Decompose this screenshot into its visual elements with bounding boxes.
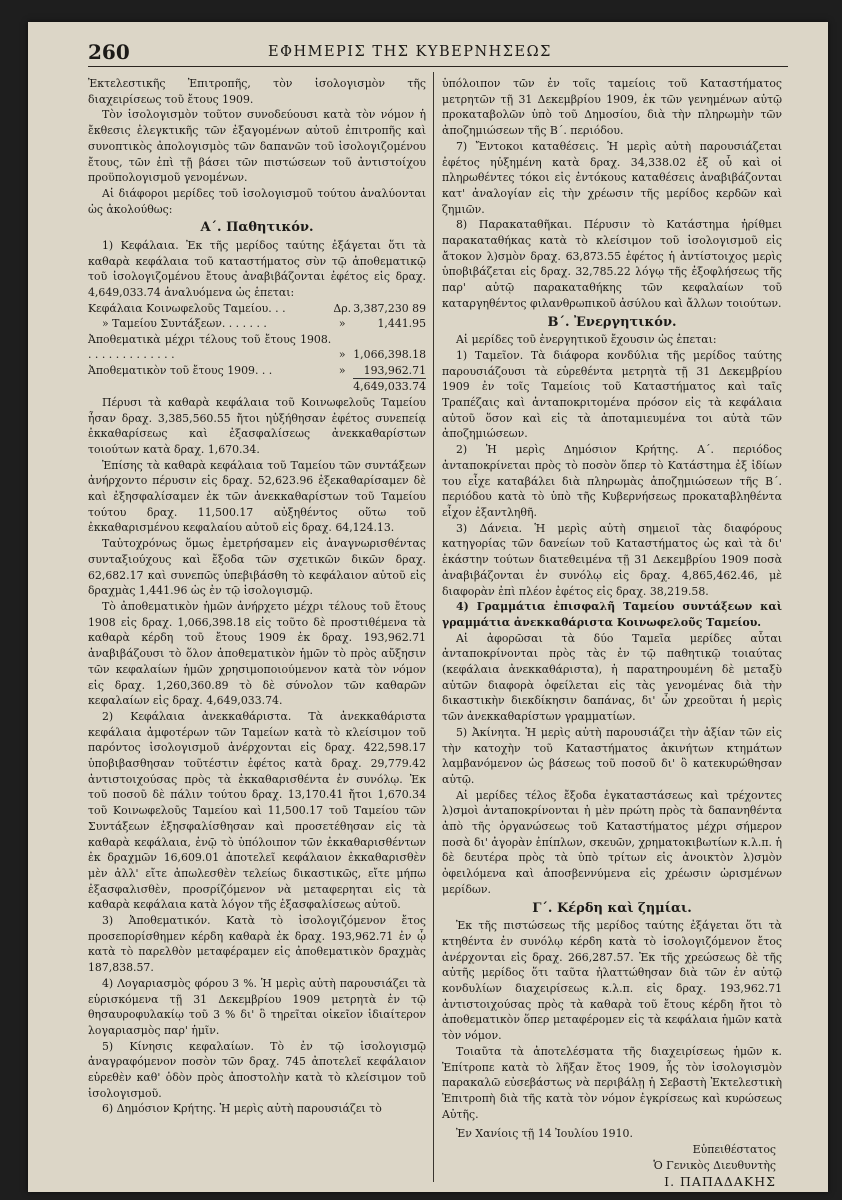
paragraph: 5) Ἀκίνητα. Ἡ μερὶς αὐτὴ παρουσιάζει τὴν ἀξίαν τῶν εἰς τὴν κατοχὴν τοῦ Καταστήματος ἀκινήτων κτημάτων λαμβανόμενον ὡς βάσεως τοῦ ποσοῦ δι' ὃ κατεκυρώθησαν αὐτῷ. (442, 725, 782, 786)
paragraph: Αἱ μερίδες τέλος ἔξοδα ἐγκαταστάσεως καὶ τρέχοντες λ)σμοὶ ἀνταποκρίνονται ἡ μὲν πρώτη πρὸς τὰ δαπανηθέντα ἀπὸ τῆς ὀργανώσεως τοῦ Καταστήματος μέχρι σήμερον ποσὰ δι' ἀγορὰν ἐπίπλων, σκευῶν, χρηματοκιβωτίων κ.λ.π. ἡ δὲ δευτέρα πρὸς τὰ ὑπὸ τρίτων εἰς ἀνοικτὸν λ)σμὸν ὀφειλόμενα καὶ ἀποσβεννύμενα εἰς χρέωσιν ὡρισμένων μερίδων. (442, 788, 782, 896)
paragraph: 3) Ἀποθεματικόν. Κατὰ τὸ ἰσολογιζόμενον ἔτος προσεπορίσθημεν κέρδη καθαρὰ ἐκ δραχ. 193,962.71 ἐν ᾧ κατὰ τὸ παρελθὸν μεταφέραμεν εἰς ἀποθεματικὸν δραχμὰς 187,838.57. (88, 914, 426, 975)
paragraph: 2) Κεφάλαια ἀνεκκαθάριστα. Τὰ ἀνεκκαθάριστα κεφάλαια ἀμφοτέρων τῶν Ταμείων κατὰ τὸ κλείσιμον τοῦ παρόντος ἰσολογισμοῦ ἀνέρχονται εἰς δραχ. 422,598.17 ὑποβιβασθησαν τοῦτέστιν ἐφέτος κατὰ δραχ. 29,779.42 ἀντιστοιχούσας πρὸς τὰ ἐκκαθαρισθέντα ἐν συνόλῳ. Ἐκ τοῦ ποσοῦ δὲ πάλιν τούτου δραχ. 13,170.41 ἤτοι 1,670.34 τοῦ Κοινωφελοῦς Ταμείου καὶ 11,500.17 τοῦ Ταμείου τῶν Συντάξεων ἐξησφαλίσθησαν καὶ προσετέθησαν εἰς τὰ καθαρὰ κεφάλαια, ἐνῷ τὸ ὑπόλοιπον τῶν ἐκκαθαρισθέντων ἐκ δραχμῶν 16,609.01 ἀποτελεῖ κεφάλαιον ἐκκαθαρισθὲν μὲν ἀλλ' εἴτε ἀπωλεσθὲν τελείως δικαστικῶς, εἴτε μήπω ἐξασφαλισθὲν, προσρίζόμενον νὰ μεταφερηται εἰς τὰ καθαρὰ κεφάλαια κατὰ λόγον τῆς ἐξασφαλίσεως αὐτοῦ. (88, 709, 426, 912)
closing: Εὐπειθέστατος (692, 1143, 776, 1157)
paragraph-heading: 4) Γραμμάτια ἐπισφαλῆ Ταμείου συντάξεων καὶ γραμμάτια ἀνεκκαθάριστα Κοινωφελοῦς Ταμείου. (442, 600, 782, 629)
paragraph: Αἱ διάφοροι μερίδες τοῦ ἰσολογισμοῦ τούτου ἀναλύονται ὡς ἀκολούθως: (88, 186, 426, 216)
row-currency: » (338, 348, 346, 362)
capital-breakdown-table (88, 301, 426, 395)
section-heading-assets: Β΄. Ἐνεργητικόν. (547, 314, 677, 330)
signer-title: Ὁ Γενικὸς Διευθυντὴς (653, 1158, 776, 1172)
paragraph: Αἱ ἀφορῶσαι τὰ δύο Ταμεῖα μερίδες αὗται ἀνταποκρίνονται πρὸς τὰς ἐν τῷ παθητικῷ τοιαύτας (κεφάλαια ἀνεκκαθάριστα), ἡ παρατηρουμένη δὲ μεταξὺ αὐτῶν διαφορὰ ὀφείλεται εἰς τὰς γενομένας διὰ τὴν δικαστικὴν διεκδίκησιν δαπάνας, δι' ὧν χρεοῦται ἡ μερὶς τῶν ἀνεκκαθαρίστων γραμματίων. (442, 631, 782, 724)
page-header (88, 40, 788, 67)
table-total-row (88, 379, 426, 395)
paragraph: Πέρυσι τὰ καθαρὰ κεφάλαια τοῦ Κοινωφελοῦς Ταμείου ἦσαν δραχ. 3,385,560.55 ἤτοι ηὐξήθησαν ἐφέτος συνεπείᾳ ἐκκαθαρίσεως καὶ ἐξασφαλίσεως ἀνεκκαθαρίστων τοιούτων κατὰ δραχ. 1,670.34. (88, 395, 426, 456)
row-label: Ἀποθεματικὸν τοῦ ἔτους 1909. . . (88, 364, 273, 378)
row-currency: » (338, 364, 346, 378)
row-currency: Δρ. (333, 301, 352, 315)
date-line: Ἐν Χανίοις τῇ 14 Ἰουλίου 1910. (456, 1127, 633, 1141)
row-amount: 1,441.95 (377, 317, 426, 331)
paragraph: Αἱ μερίδες τοῦ ἐνεργητικοῦ ἔχουσιν ὡς ἑπεται: (456, 333, 717, 347)
paragraph: 1) Ταμεῖον. Τὰ διάφορα κονδύλια τῆς μερίδος ταύτης παρουσιάζουσι τὰ εὑρεθέντα μετρητὰ τῇ 31 Δεκεμβρίου 1909 ἐν τοῖς Ταμείοις τοῦ Καταστήματος καὶ ταῖς Τραπέζαις καὶ ἀνταποκριτομένα πρόσον εἰς τὰ κεφάλαια αὐτοῦ ὅσον καὶ εἰς τὰ ἀποταμιευμένα τοι αὐτὰ τῶν ἀποζημιώσεων. (442, 348, 782, 441)
row-amount: 1,066,398.18 (353, 348, 426, 362)
paragraph: Τοιαῦτα τὰ ἀποτελέσματα τῆς διαχειρίσεως ἡμῶν κ. Ἐπίτροπε κατὰ τὸ λῆξαν ἔτος 1909, ἧς τὸν ἰσολογισμὸν παρακαλῶ εὐσεβάστως νὰ περιβάλῃ ἡ Σεβαστὴ Ἐκτελεστικὴ Ἐπιτροπὴ διὰ τῆς κατὰ τὸν νόμον ἐγκρίσεως καὶ κυρώσεως Αὐτῆς. (442, 1044, 782, 1121)
table-row (88, 301, 426, 317)
left-column (88, 76, 426, 1117)
row-amount: 193,962.71 (363, 363, 426, 377)
row-amount: 3,387,230 89 (353, 301, 426, 315)
paragraph: 1) Κεφάλαια. Ἐκ τῆς μερίδος ταύτης ἐξάγεται ὅτι τὰ καθαρὰ κεφάλαια τοῦ καταστήματος σὺν τῷ ἀποθεματικῷ τοῦ ἰσολογιζομένου ἔτους ἀναβιβάζονται ἐφέτος εἰς δραχ. 4,649,033.74 ἀναλυόμενα ὡς ἑπεται: (88, 239, 426, 300)
paragraph: Ἐκ τῆς πιστώσεως τῆς μερίδος ταύτης ἐξάγεται ὅτι τὰ κτηθέντα ἐν συνόλῳ κέρδη κατὰ τὸ ἰσολογιζόμενον ἔτος ἀνέρχονται εἰς δραχ. 266,287.57. Ἐκ τῆς χρεώσεως δὲ τῆς αὐτῆς μερίδος ὅτι ταῦτα ἠλαττώθησαν διὰ τῶν ἐν αὐτῷ κονδυλίων διαχειρίσεως κ.λ.π. εἰς δραχ. 193,962.71 ἀντιστοιχούσας πρὸς τὰ καθαρὰ τοῦ ἔτους κέρδη ἤτοι τὸ ἀποθεματικὸν ὅπερ μεταφέρομεν εἰς τὰ κεφάλαια ἡμῶν κατὰ τὸν νόμον. (442, 919, 782, 1043)
right-column (442, 76, 782, 1189)
total-amount: 4,649,033.74 (353, 380, 426, 394)
signature-block (442, 1126, 782, 1189)
running-head: ΕΦΗΜΕΡΙΣ ΤΗΣ ΚΥΒΕΡΝΗΣΕΩΣ (268, 44, 552, 60)
newspaper-page (28, 22, 828, 1192)
paragraph: Ἐπίσης τὰ καθαρὰ κεφάλαια τοῦ Ταμείου τῶν συντάξεων ἀνήρχοντο πέρυσιν εἰς δραχ. 52,623.96 ἐξεκαθαρίσαμεν δὲ καὶ ἐξησφαλίσαμεν ἐκ τῶν ἀνεκκαθαρίστων τοῦ Ταμείου τούτου δραχ. 11,500.17 αὐξηθέντος οὕτω τοῦ ἐκκαθαρισμένου κεφαλαίου αὐτοῦ εἰς δραχ. 64,124.13. (88, 458, 426, 535)
paragraph: ὑπόλοιπον τῶν ἐν τοῖς ταμείοις τοῦ Καταστήματος μετρητῶν τῇ 31 Δεκεμβρίου 1909, ἐκ τῶν γενημένων αὐτῷ προκαταβολῶν ὑπὸ τοῦ Δημοσίου, διὰ τὴν πληρωμὴν τῶν ἀποζημιώσεων τῆς Β΄. περιόδου. (442, 77, 782, 138)
paragraph: 2) Ἡ μερὶς Δημόσιον Κρήτης. Α΄. περιόδος ἀνταποκρίνεται πρὸς τὸ ποσὸν ὅπερ τὸ Κατάστημα ἐξ ἰδίων του εἶχε καταβάλει διὰ πληρωμὰς ἀποζημιώσεων τῆς Β΄. περιόδου κατὰ τὸ ὑπὸ τῆς Κυβερνήσεως προκαταβληθέντα εἶχον ἐξαντληθῆ. (442, 443, 782, 519)
table-row (88, 332, 426, 363)
paragraph: Ταὐτοχρόνως ὅμως ἐμετρήσαμεν εἰς ἀναγνωρισθέντας συνταξιούχους καὶ ἔξοδα τῶν σχετικῶν δικῶν δραχ. 62,682.17 καὶ συνεπῶς ὑπεβιβάσθη τὸ κεφάλαιον αὐτοῦ εἰς δραχμὰς 1,441.96 ὡς ἐν τῷ ἰσολογισμῷ. (88, 537, 426, 598)
page-number: 260 (88, 40, 130, 64)
column-divider (433, 72, 434, 1182)
paragraph: Τὸν ἰσολογισμὸν τοῦτον συνοδεύουσι κατὰ τὸν νόμον ἡ ἔκθεσις ἐλεγκτικῆς τῶν ἐξαγομένων αὐτοῦ ἐπιτροπῆς καὶ συνοπτικὸς ἀπολογισμὸς τῶν δαπανῶν τοῦ ἰσολογιζομένου ἔτους, τῶν ἐπὶ τῇ βάσει τῶν πιστώσεων τοῦ ἀντιστοίχου προϋπολογισμοῦ γενομένων. (88, 108, 426, 185)
paragraph: 3) Δάνεια. Ἡ μερὶς αὐτὴ σημειοῖ τὰς διαφόρους κατηγορίας τῶν δανείων τοῦ Καταστήματος ὡς καὶ τὰ δι' ἑκάστην τούτων διατεθειμένα τῇ 31 Δεκεμβρίου 1909 ποσὰ ἀναβιβάζονται ἐν συνόλῳ εἰς δραχ. 4,865,462.46, μὲ διαφορὰν ἐπὶ πλέον ἐφέτος εἰς δραχ. 38,219.58. (442, 521, 782, 598)
paragraph: 6) Δημόσιον Κρήτης. Ἡ μερὶς αὐτὴ παρουσιάζει τὸ (102, 1102, 382, 1116)
paragraph: 7) Ἔντοκοι καταθέσεις. Ἡ μερὶς αὐτὴ παρουσιάζεται ἐφέτος ηὐξημένη κατὰ δραχ. 34,338.02 ἐξ οὗ καὶ οἱ πληρωθέντες τόκοι εἰς ἐντόκους καταθέσεις ἀναβιβάζονται κατ' ἀναλογίαν εἰς τὴν χρέωσιν τῆς μερίδος κερδῶν καὶ ζημιῶν. (442, 139, 782, 216)
row-label: Ἀποθεματικὰ μέχρι τέλους τοῦ ἔτους 1908. . . . . . . . . . . . . . (88, 332, 332, 362)
section-heading-liabilities: Α΄. Παθητικόν. (200, 220, 314, 236)
paragraph: Ἐκτελεστικῆς Ἐπιτροπῆς, τὸν ἰσολογισμὸν τῆς διαχειρίσεως τοῦ ἔτους 1909. (88, 77, 426, 106)
paragraph: 5) Κίνησις κεφαλαίων. Τὸ ἐν τῷ ἰσολογισμῷ ἀναγραφόμενον ποσὸν τῶν δραχ. 745 ἀποτελεῖ κεφάλαιον εὑρεθὲν καθ' ὁδὸν πρὸς ἀποστολὴν κατὰ τὸ κλείσιμον τοῦ ἰσολογισμοῦ. (88, 1039, 426, 1100)
section-heading-profit-loss: Γ΄. Κέρδη καὶ ζημίαι. (532, 900, 692, 916)
paragraph: Τὸ ἀποθεματικὸν ἡμῶν ἀνήρχετο μέχρι τέλους τοῦ ἔτους 1908 εἰς δραχ. 1,066,398.18 εἰς τοῦτο δὲ προστιθέμενα τὰ καθαρὰ κέρδη τοῦ ἔτους 1909 ἐκ δραχ. 193,962.71 ἀναβιβάζουσι τὸ ὅλον ἀποθεματικὸν ἡμῶν τὸ πρὸς αὔξησιν τῶν κεφαλαίων ἡμῶν χρησιμοποιούμενον κατὰ τὸν νόμον εἰς δραχ. 1,260,360.89 τὸ δὲ σύνολον τῶν καθαρῶν κεφαλαίων εἰς δραχ. 4,649,033.74. (88, 599, 426, 708)
table-row (88, 363, 426, 379)
paragraph: 8) Παρακαταθῆκαι. Πέρυσιν τὸ Κατάστημα ἠρίθμει παρακαταθήκας κατὰ τὸ κλείσιμον τοῦ ἰσολογισμοῦ εἰς ἄτοκον λ)σμὸν δραχ. 63,873.55 ἐφέτος ἡ ἀντίστοιχος μερὶς ὑποβιβάζεται εἰς δραχ. 32,785.22 λόγῳ τῆς ἐξοφλήσεως τῆς παρ' αὐτῷ παρακαταθήκης τῶν κεφαλαίων τοῦ καταργηθέντος φιλανθρωπικοῦ ἀσύλου καὶ ἄλλων τοιούτων. (442, 218, 782, 310)
table-row (88, 316, 426, 332)
row-label: » Ταμείου Συντάξεων. . . . . . . (102, 317, 267, 331)
paragraph: 4) Λογαριασμὸς φόρου 3 %. Ἡ μερὶς αὐτὴ παρουσιάζει τὰ εὑρισκόμενα τῇ 31 Δεκεμβρίου 1909 μετρητὰ ἐν τῷ θησαυροφυλακίῳ τοῦ 3 % δι' ὃ τηρεῖται οἰκεῖον ἰδιαίτερον λογαριασμὸς παρ' ἡμῖν. (88, 976, 426, 1037)
row-currency: » (338, 317, 346, 331)
row-label: Κεφάλαια Κοινωφελοῦς Ταμείου. . . (88, 301, 286, 315)
signer-name: Ι. ΠΑΠΑΔΑΚΗΣ (664, 1173, 776, 1189)
